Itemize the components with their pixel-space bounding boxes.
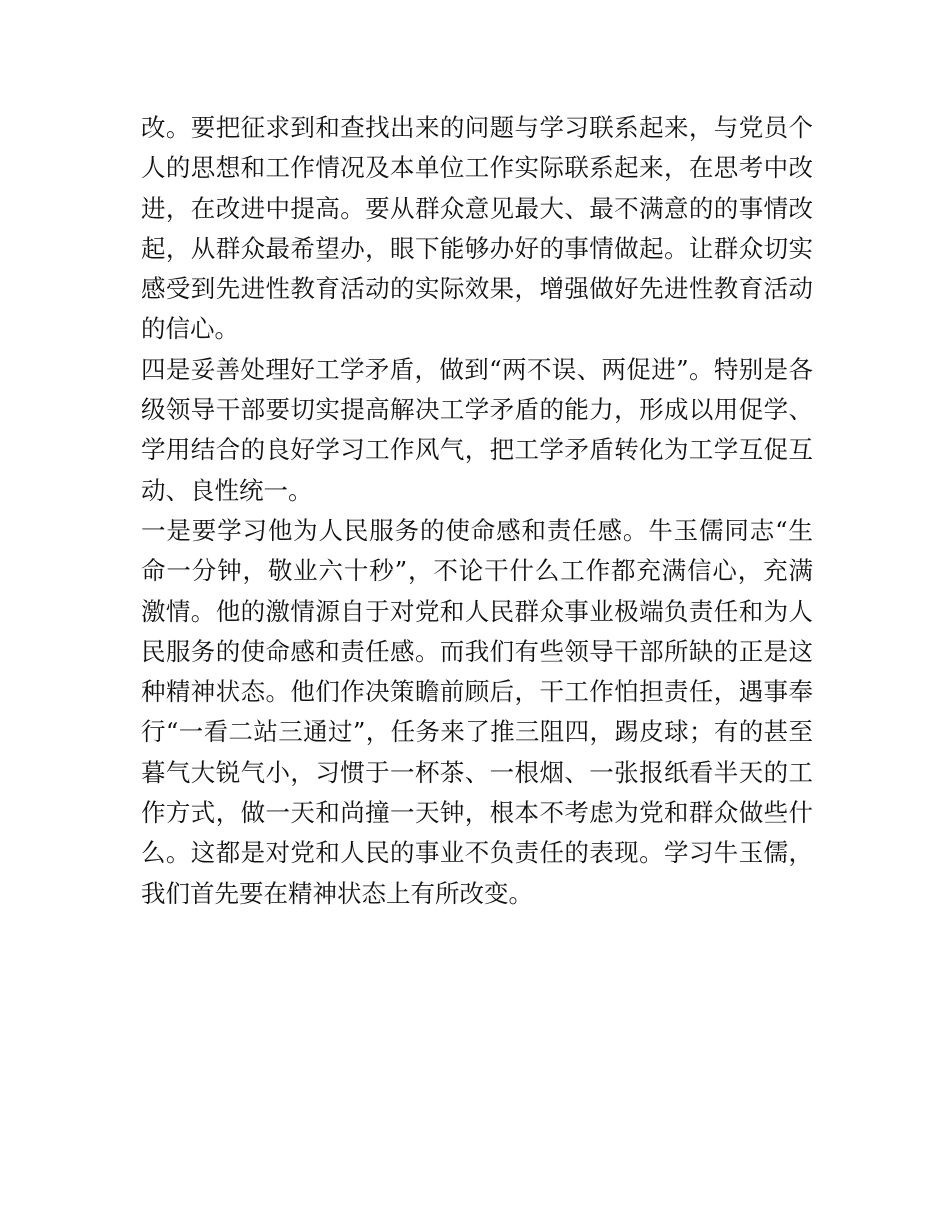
text-line: 种精神状态。他们作决策瞻前顾后，干工作怕担责任，遇事奉 [141,677,813,707]
text-line: 暮气大锐气小，习惯于一杯茶、一根烟、一张报纸看半天的工 [141,757,813,787]
text-line: 人的思想和工作情况及本单位工作实际联系起来，在思考中改 [141,153,813,183]
text-line: 命一分钟，敬业六十秒”，不论干什么工作都充满信心，充满 [141,556,813,586]
text-line: 民服务的使命感和责任感。而我们有些领导干部所缺的正是这 [141,636,813,666]
text-line: 激情。他的激情源自于对党和人民群众事业极端负责任和为人 [141,596,813,626]
text-line: 级领导干部要切实提高解决工学矛盾的能力，形成以用促学、 [141,395,813,425]
text-line: 改。要把征求到和查找出来的问题与学习联系起来，与党员个 [141,113,813,142]
text-line: 一是要学习他为人民服务的使命感和责任感。牛玉儒同志“生 [141,515,813,545]
document-body [141,108,813,914]
text-line: 进，在改进中提高。要从群众意见最大、最不满意的的事情改 [141,193,813,223]
text-line: 的信心。 [141,314,239,344]
text-line: 四是妥善处理好工学矛盾，做到“两不误、两促进”。特别是各 [141,354,813,384]
text-line: 我们首先要在精神状态上有所改变。 [141,878,533,908]
text-line: 作方式，做一天和尚撞一天钟，根本不考虑为党和群众做些什 [141,798,813,828]
text-line: 起，从群众最希望办，眼下能够办好的事情做起。让群众切实 [141,233,813,263]
text-line: 感受到先进性教育活动的实际效果，增强做好先进性教育活动 [141,274,813,304]
text-line: 行“一看二站三通过”，任务来了推三阻四，踢皮球；有的甚至 [141,717,813,747]
text-line: 动、良性统一。 [141,475,313,505]
text-line: 学用结合的良好学习工作风气，把工学矛盾转化为工学互促互 [141,435,813,465]
text-line: 么。这都是对党和人民的事业不负责任的表现。学习牛玉儒， [141,838,813,868]
